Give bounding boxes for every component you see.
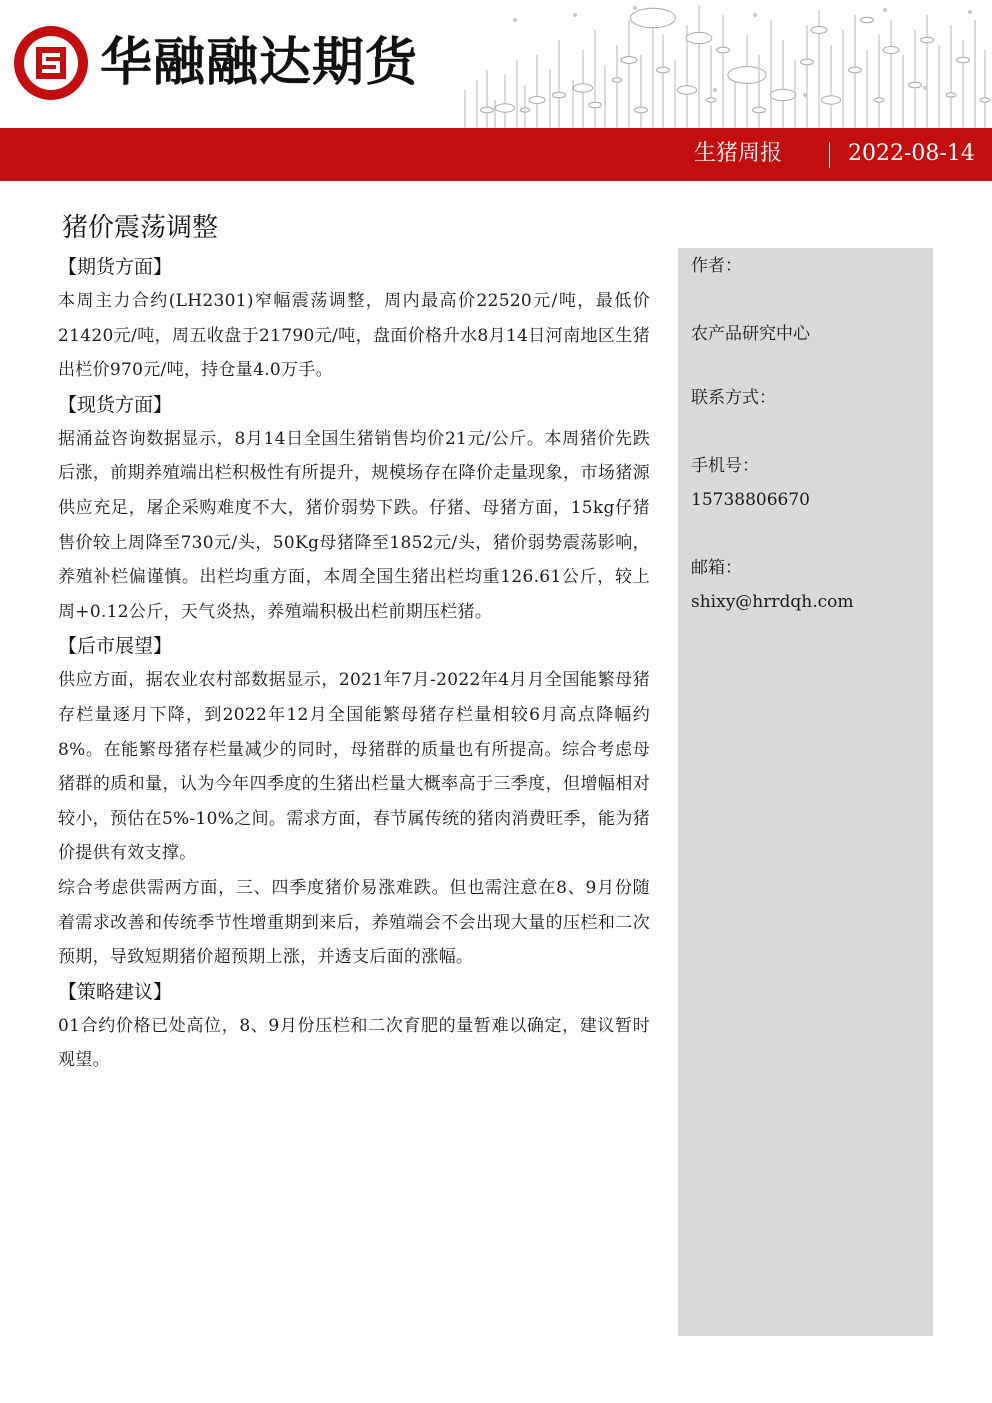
section-heading-spot: 【现货方面】 — [58, 393, 173, 416]
email-address: shixy@hrrdqh.com — [691, 592, 854, 612]
section-heading-outlook: 【后市展望】 — [58, 635, 173, 658]
brand-name: 华融融达期货 — [100, 33, 419, 93]
section-heading-futures: 【期货方面】 — [58, 256, 173, 278]
section-paragraph: 据涌益咨询数据显示，8月14日全国生猪销售均价21元/公斤。本周猪价先跌后涨，前期养殖端出栏积极性有所提升，规模场存在降价走量现象，市场猪源供应充足，屠企采购难度不大，猪价弱势下跌。仔猪、母猪方面，15kg仔猪售价较上周降至730元/头，50Kg母猪降至1852元/头，猪价弱势震荡影响，养殖补栏偏谨慎。出栏均重方面，本周全国生猪出栏均重126.61公斤，较上周+0.12公斤，天气炎热，养殖端积极出栏前期压栏猪。 — [58, 428, 650, 622]
section-paragraph: 供应方面，据农业农村部数据显示，2021年7月-2022年4月月全国能繁母猪存栏量逐月下降，到2022年12月全国能繁母猪存栏量相较6月高点降幅约8%。在能繁母猪存栏量减少的同时，母猪群的质量也有所提高。综合考虑母猪群的质和量，认为今年四季度的生猪出栏量大概率高于三季度，但增幅相对较小，预估在5%-10%之间。需求方面，春节属传统的猪肉消费旺季，能为猪价提供有效支撑。 — [58, 670, 650, 864]
logo-s-icon — [12, 24, 90, 102]
header-separator — [829, 142, 830, 168]
contact-label: 联系方式： — [691, 388, 776, 408]
report-type: 生猪周报 — [694, 141, 783, 166]
section-paragraph: 本周主力合约(LH2301)窄幅震荡调整，周内最高价22520元/吨，最低价21420元/吨，周五收盘于21790元/吨，盘面价格升水8月14日河南地区生猪出栏价970元/吨，持仓量4.0万手。 — [58, 291, 650, 381]
section-paragraph: 01合约价格已处高位，8、9月份压栏和二次育肥的量暂难以确定，建议暂时观望。 — [58, 1015, 650, 1071]
main-content — [58, 206, 650, 1078]
section-paragraph: 综合考虑供需两方面，三、四季度猪价易涨难跌。但也需注意在8、9月份随着需求改善和传统季节性增重期到来后，养殖端会不会出现大量的压栏和二次预期，导致短期猪价超预期上涨，并透支后面的涨幅。 — [58, 877, 650, 968]
header-band — [0, 128, 992, 181]
phone-label: 手机号： — [691, 456, 759, 476]
document-title: 猪价震荡调整 — [62, 213, 219, 243]
phone-number: 15738806670 — [691, 490, 810, 510]
report-date: 2022-08-14 — [848, 141, 975, 166]
author-label: 作者： — [691, 256, 742, 276]
author-sidebar — [678, 248, 933, 1336]
email-label: 邮箱： — [691, 558, 742, 578]
section-heading-strategy: 【策略建议】 — [58, 980, 173, 1003]
author-name: 农产品研究中心 — [691, 324, 810, 344]
decorative-pattern — [455, 0, 992, 128]
